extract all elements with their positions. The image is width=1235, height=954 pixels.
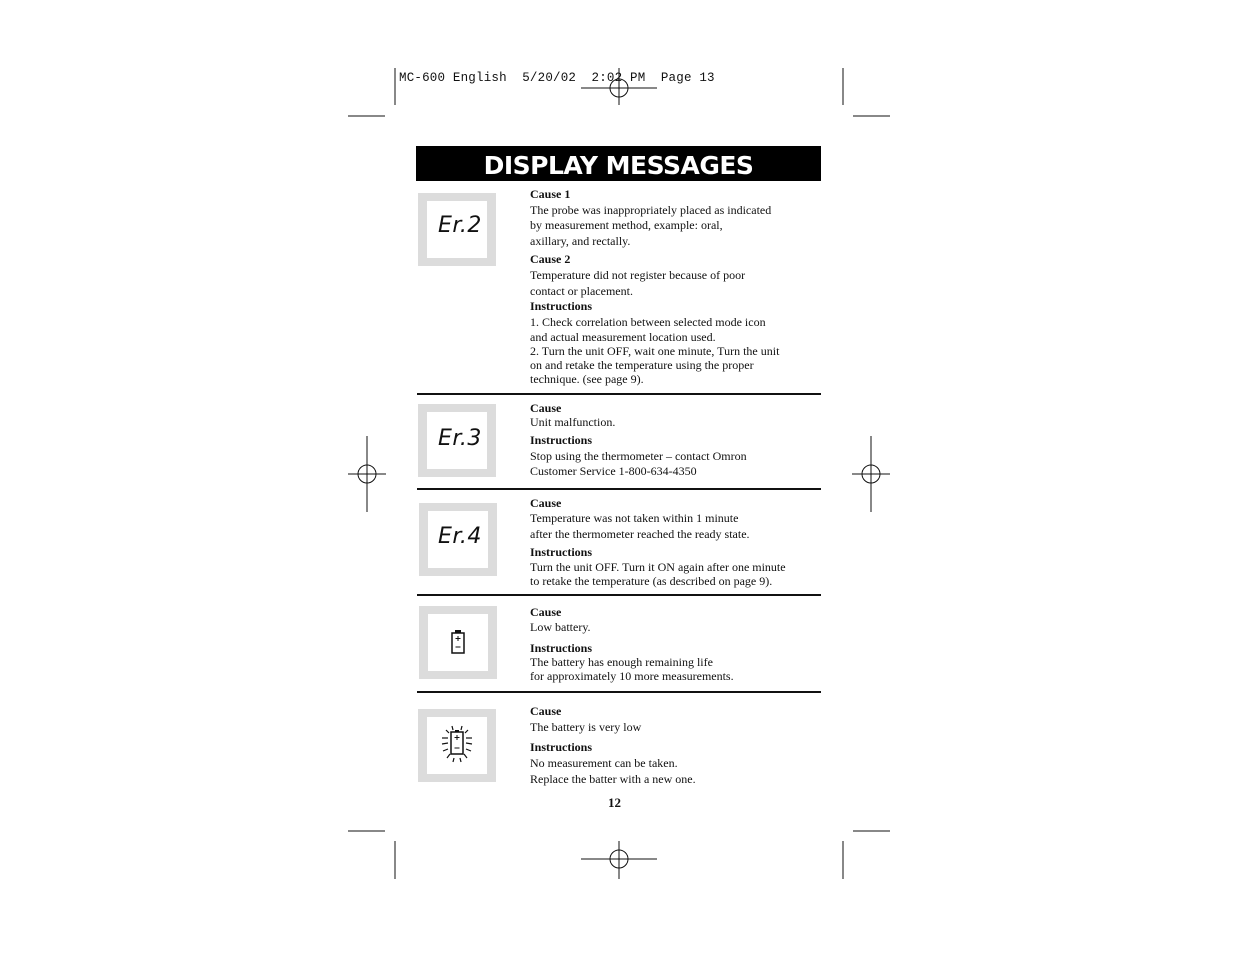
section3-line: after the thermometer reached the ready state.	[530, 527, 750, 541]
section2-line: Unit malfunction.	[530, 415, 616, 429]
section3-instructions-heading: Instructions	[530, 545, 593, 559]
registration-target-top	[581, 68, 657, 105]
registration-target-left	[348, 436, 386, 512]
lcd-code-er3: Er.3	[438, 426, 482, 451]
lcd-panel-very-low-battery	[418, 709, 496, 782]
section1-instructions-heading: Instructions	[530, 299, 593, 313]
section1-line: on and retake the temperature using the proper	[530, 358, 754, 372]
section2-line: Customer Service 1-800-634-4350	[530, 464, 697, 478]
lcd-panel-er2	[418, 193, 496, 266]
section-divider	[417, 691, 821, 693]
section3-line: to retake the temperature (as described on page 9).	[530, 574, 773, 588]
lcd-panel-er4	[419, 503, 497, 576]
registration-target-right	[852, 436, 890, 512]
section3-cause-heading: Cause	[530, 496, 562, 510]
section2-cause-heading: Cause	[530, 401, 562, 415]
section1-line: technique. (see page 9).	[530, 372, 644, 386]
section1-cause1-heading: Cause 1	[530, 187, 571, 201]
print-slug: MC-600 English 5/20/02 2:02 PM Page 13	[399, 71, 715, 85]
section1-line: Temperature did not register because of poor	[530, 268, 746, 282]
section-divider	[417, 594, 821, 596]
section4-cause-heading: Cause	[530, 605, 562, 619]
section3-line: Turn the unit OFF. Turn it ON again after one minute	[530, 560, 786, 574]
section1-line: 1. Check correlation between selected mode icon	[530, 315, 766, 329]
section4-line: The battery has enough remaining life	[530, 655, 713, 669]
section1-cause2-heading: Cause 2	[530, 252, 571, 266]
section1-line: The probe was inappropriately placed as indicated	[530, 203, 772, 217]
section2-instructions-heading: Instructions	[530, 433, 593, 447]
section1-line: contact or placement.	[530, 284, 633, 298]
section1-line: and actual measurement location used.	[530, 330, 716, 344]
section4-line: Low battery.	[530, 620, 591, 634]
section1-line: by measurement method, example: oral,	[530, 218, 723, 232]
section5-instructions-heading: Instructions	[530, 740, 593, 754]
lcd-panel-low-battery	[419, 606, 497, 679]
page-title: DISPLAY MESSAGES	[483, 151, 754, 180]
lcd-code-er2: Er.2	[438, 213, 482, 238]
section-divider	[417, 393, 821, 395]
battery-low-icon	[450, 629, 466, 655]
section-divider	[417, 488, 821, 490]
section1-line: 2. Turn the unit OFF, wait one minute, Turn the unit	[530, 344, 780, 358]
section5-line: Replace the batter with a new one.	[530, 772, 696, 786]
section2-line: Stop using the thermometer – contact Omron	[530, 449, 747, 463]
section4-line: for approximately 10 more measurements.	[530, 669, 734, 683]
section4-instructions-heading: Instructions	[530, 641, 593, 655]
section5-line: The battery is very low	[530, 720, 642, 734]
section3-line: Temperature was not taken within 1 minute	[530, 511, 739, 525]
section1-line: axillary, and rectally.	[530, 234, 631, 248]
section5-line: No measurement can be taken.	[530, 756, 678, 770]
battery-very-low-flashing-icon	[440, 724, 474, 764]
page-number: 12	[608, 795, 621, 810]
lcd-code-er4: Er.4	[438, 524, 482, 549]
registration-target-bottom	[581, 841, 657, 879]
section5-cause-heading: Cause	[530, 704, 562, 718]
lcd-panel-er3	[418, 404, 496, 477]
